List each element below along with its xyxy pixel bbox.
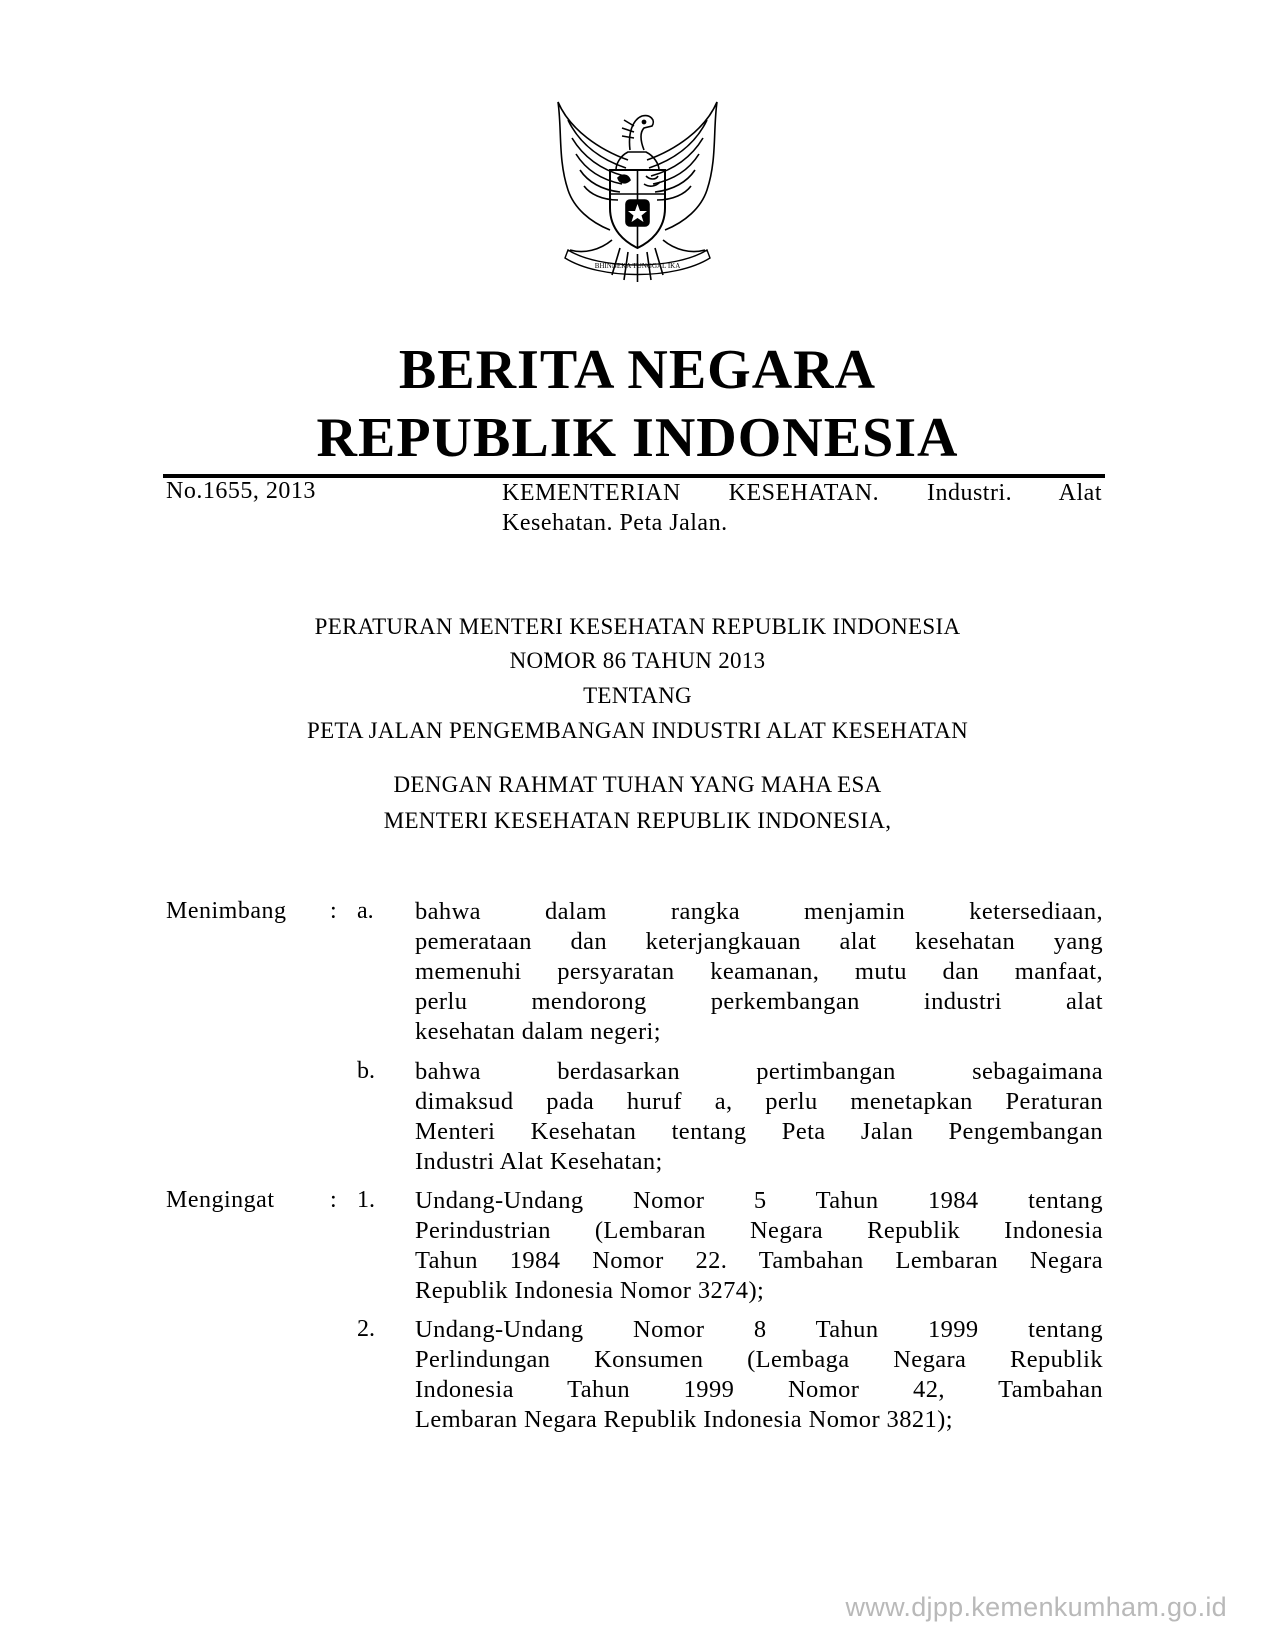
text-line: Lembaran Negara Republik Indonesia Nomor 3821); (415, 1406, 953, 1433)
mengingat-item-1 (415, 1186, 1103, 1306)
text-line: kesehatan dalam negeri; (415, 1018, 661, 1045)
gazette-topic-line2: Kesehatan. Peta Jalan. (502, 510, 728, 536)
regulation-subject: PETA JALAN PENGEMBANGAN INDUSTRI ALAT KESEHATAN (306, 718, 969, 743)
gazette-title-line1: BERITA NEGARA (398, 339, 877, 401)
text-line: Perindustrian (Lembaran Negara Republik Indonesia (415, 1217, 1103, 1244)
text-line: bahwa berdasarkan pertimbangan sebagaimana (415, 1058, 1103, 1085)
regulation-title: PERATURAN MENTERI KESEHATAN REPUBLIK INDONESIA (314, 614, 961, 639)
issuer: MENTERI KESEHATAN REPUBLIK INDONESIA, (383, 808, 892, 833)
mengingat-item-2 (415, 1315, 1103, 1435)
text-line: memenuhi persyaratan keamanan, mutu dan manfaat, (415, 958, 1103, 985)
menimbang-item-marker: b. (357, 1058, 375, 1084)
regulation-tentang: TENTANG (583, 683, 692, 708)
text-line: Indonesia Tahun 1999 Nomor 42, Tambahan (415, 1376, 1103, 1403)
text-line: Perlindungan Konsumen (Lembaga Negara Republik (415, 1346, 1103, 1373)
text-line: Menteri Kesehatan tentang Peta Jalan Pengembangan (415, 1118, 1103, 1145)
gazette-topic-line1: KEMENTERIAN KESEHATAN. Industri. Alat (502, 480, 1102, 506)
invocation: DENGAN RAHMAT TUHAN YANG MAHA ESA (393, 772, 882, 797)
gazette-number: No.1655, 2013 (166, 478, 316, 504)
text-line: pemerataan dan keterjangkauan alat kesehatan yang (415, 928, 1103, 955)
garuda-pancasila-emblem (540, 90, 735, 290)
gazette-topic (502, 478, 1102, 538)
emblem-motto-text: BHINNEKA TUNGGAL IKA (594, 262, 681, 270)
text-line: Republik Indonesia Nomor 3274); (415, 1277, 765, 1304)
text-line: Undang-Undang Nomor 5 Tahun 1984 tentang (415, 1187, 1103, 1214)
text-line: Undang-Undang Nomor 8 Tahun 1999 tentang (415, 1316, 1103, 1343)
menimbang-label: Menimbang (166, 898, 287, 924)
menimbang-item-marker: a. (357, 898, 374, 924)
text-line: Tahun 1984 Nomor 22. Tambahan Lembaran Negara (415, 1247, 1103, 1274)
source-watermark: www.djpp.kemenkumham.go.id (845, 1592, 1227, 1622)
regulation-number: NOMOR 86 TAHUN 2013 (509, 648, 766, 673)
menimbang-item-a (415, 897, 1103, 1047)
menimbang-colon: : (330, 898, 337, 924)
mengingat-label: Mengingat (166, 1187, 275, 1213)
mengingat-colon: : (330, 1187, 337, 1213)
text-line: dimaksud pada huruf a, perlu menetapkan Peraturan (415, 1088, 1103, 1115)
text-line: Industri Alat Kesehatan; (415, 1148, 663, 1175)
mengingat-item-marker: 1. (357, 1187, 375, 1213)
text-line: perlu mendorong perkembangan industri alat (415, 988, 1103, 1015)
gazette-title-line2: REPUBLIK INDONESIA (316, 407, 959, 469)
menimbang-item-b (415, 1057, 1103, 1177)
mengingat-item-marker: 2. (357, 1316, 375, 1342)
text-line: bahwa dalam rangka menjamin ketersediaan, (415, 898, 1103, 925)
